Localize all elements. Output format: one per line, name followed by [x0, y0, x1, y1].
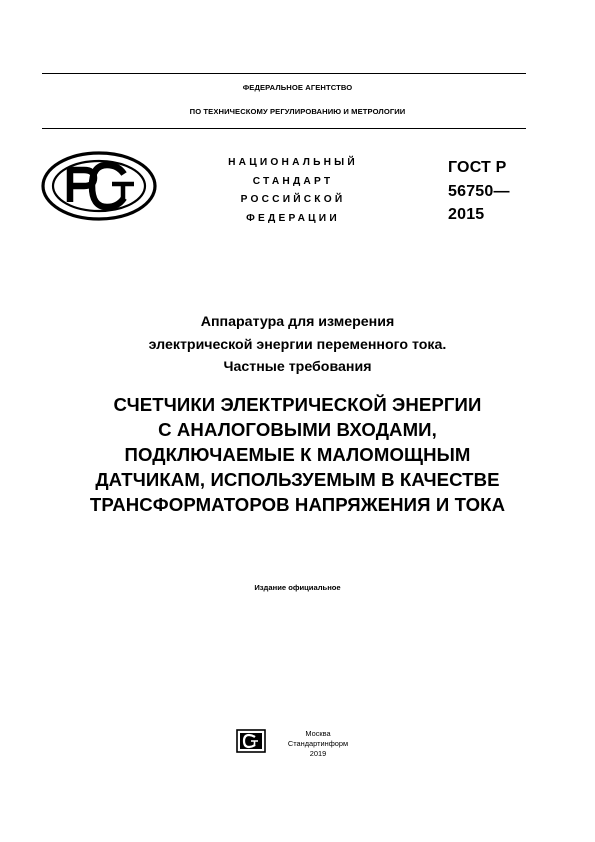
agency-name-line2: ПО ТЕХНИЧЕСКОМУ РЕГУЛИРОВАНИЮ И МЕТРОЛОГИИ: [189, 107, 406, 116]
gost-designation-line1: ГОСТ Р: [448, 159, 507, 176]
title-line2: С АНАЛОГОВЫМИ ВХОДАМИ,: [158, 419, 437, 440]
publisher-name: Стандартинформ: [287, 739, 349, 748]
standard-line1: НАЦИОНАЛЬНЫЙ: [228, 157, 358, 168]
standard-line4: ФЕДЕРАЦИИ: [246, 213, 340, 224]
gost-designation-line3: 2015: [448, 206, 485, 223]
standartinform-logo-icon: [236, 729, 266, 753]
subtitle-line3: Частные требования: [223, 359, 372, 375]
top-rule: [42, 73, 526, 74]
rst-certification-mark-icon: [40, 150, 158, 222]
standard-line3: РОССИЙСКОЙ: [240, 194, 346, 205]
standard-line2: СТАНДАРТ: [252, 176, 334, 187]
publisher-city: Москва: [305, 729, 331, 738]
agency-name-line1: ФЕДЕРАЛЬНОЕ АГЕНТСТВО: [242, 83, 353, 92]
header-rule: [42, 128, 526, 129]
edition-note: Издание официальное: [254, 583, 341, 592]
title-line5: ТРАНСФОРМАТОРОВ НАПРЯЖЕНИЯ И ТОКА: [89, 494, 506, 515]
subtitle-line2: электрической энергии переменного тока.: [148, 337, 447, 353]
gost-designation-line2: 56750—: [448, 183, 510, 200]
title-line1: СЧЕТЧИКИ ЭЛЕКТРИЧЕСКОЙ ЭНЕРГИИ: [113, 394, 482, 415]
title-line4: ДАТЧИКАМ, ИСПОЛЬЗУЕМЫМ В КАЧЕСТВЕ: [95, 469, 500, 490]
publisher-year: 2019: [309, 749, 327, 758]
subtitle-line1: Аппаратура для измерения: [200, 314, 395, 330]
title-line3: ПОДКЛЮЧАЕМЫЕ К МАЛОМОЩНЫМ: [124, 444, 471, 465]
